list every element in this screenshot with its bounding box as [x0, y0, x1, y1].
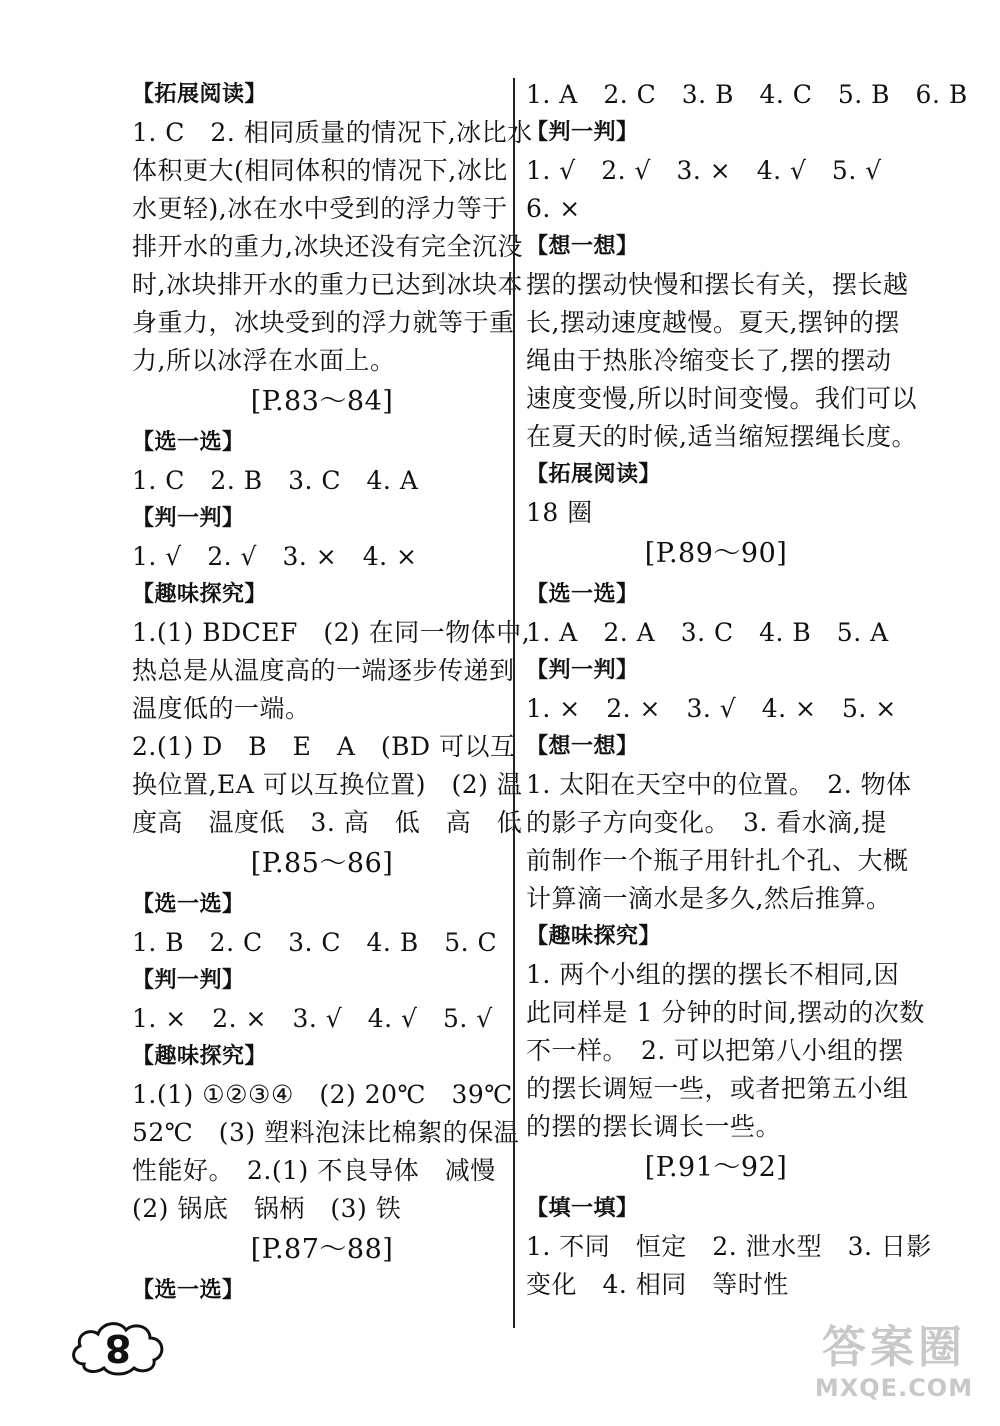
section-heading: 【选一选】 [132, 430, 245, 455]
answer-line: 速度变慢,所以时间变慢。我们可以 [526, 384, 917, 413]
column-divider [513, 78, 515, 1328]
section-heading: 【拓展阅读】 [132, 82, 268, 107]
answer-line: 的摆的摆长调长一些。 [526, 1112, 782, 1141]
answer-line: 摆的摆动快慢和摆长有关，摆长越 [526, 270, 909, 299]
section-heading: 【填一填】 [526, 1196, 639, 1221]
answer-line: 身重力，冰块受到的浮力就等于重 [132, 308, 515, 337]
page-range-label: [P.89～90] [644, 538, 788, 569]
watermark [804, 1322, 984, 1412]
watermark-cn: 答案圈 [822, 1322, 966, 1373]
answer-line: 排开水的重力,冰块还没有完全沉没 [132, 232, 523, 261]
answer-line: 1. C 2. B 3. C 4. A [132, 466, 419, 495]
answer-line: 1. × 2. × 3. √ 4. √ 5. √ [132, 1004, 493, 1033]
answer-line: 1. C 2. 相同质量的情况下,冰比水 [132, 118, 533, 147]
section-heading: 【趣味探究】 [132, 582, 268, 607]
answer-line: 1. × 2. × 3. √ 4. × 5. × [526, 694, 897, 723]
answer-line: 性能好。 2.(1) 不良导体 减慢 [132, 1156, 496, 1185]
answer-line: 52℃ (3) 塑料泡沫比棉絮的保温 [132, 1118, 520, 1147]
answer-line: 1. 太阳在天空中的位置。 2. 物体 [526, 770, 912, 799]
answer-line: 度高 温度低 3. 高 低 高 低 [132, 808, 523, 837]
answer-line: 绳由于热胀冷缩变长了,摆的摆动 [526, 346, 892, 375]
answer-line: 1. 不同 恒定 2. 泄水型 3. 日影 [526, 1232, 932, 1261]
section-heading: 【拓展阅读】 [526, 462, 662, 487]
section-heading: 【判一判】 [526, 120, 639, 145]
answer-line: 变化 4. 相同 等时性 [526, 1270, 789, 1299]
answer-line: 1. √ 2. √ 3. × 4. × [132, 542, 418, 571]
section-heading: 【选一选】 [132, 1278, 245, 1303]
page-number-badge [66, 1316, 170, 1378]
answer-line: 2.(1) D B E A (BD 可以互 [132, 732, 516, 761]
answer-line: 水更轻),冰在水中受到的浮力等于 [132, 194, 508, 223]
section-heading: 【趣味探究】 [132, 1044, 268, 1069]
section-heading: 【趣味探究】 [526, 924, 662, 949]
left-answer-column [132, 76, 533, 1310]
answer-line: 在夏天的时候,适当缩短摆绳长度。 [526, 422, 917, 451]
page-range-label: [P.87～88] [250, 1234, 394, 1265]
answer-line: 长,摆动速度越慢。夏天,摆钟的摆 [526, 308, 900, 337]
answer-line: 力,所以冰浮在水面上。 [132, 346, 396, 375]
watermark-en: MXQE.COM [814, 1374, 974, 1402]
answer-line: 的摆长调短一些，或者把第五小组 [526, 1074, 909, 1103]
answer-line: 1. √ 2. √ 3. × 4. √ 5. √ [526, 156, 882, 185]
answer-line: 6. × [526, 194, 581, 223]
answer-line: 1. 两个小组的摆的摆长不相同,因 [526, 960, 900, 989]
answer-line: 温度低的一端。 [132, 694, 311, 723]
answer-line: 前制作一个瓶子用针扎个孔、大概 [526, 846, 909, 875]
answer-line: 1.(1) ①②③④ (2) 20℃ 39℃ [132, 1080, 513, 1109]
answer-line: 1. B 2. C 3. C 4. B 5. C [132, 928, 498, 957]
right-answer-column [526, 76, 968, 1304]
answer-line: 不一样。 2. 可以把第八小组的摆 [526, 1036, 904, 1065]
answer-line: 时,冰块排开水的重力已达到冰块本 [132, 270, 523, 299]
answer-line: 18 圈 [526, 498, 593, 527]
answer-line: 的影子方向变化。 3. 看水滴,提 [526, 808, 887, 837]
answer-line: 换位置,EA 可以互换位置) (2) 温 [132, 770, 523, 799]
answer-line: 1.(1) BDCEF (2) 在同一物体中, [132, 618, 531, 647]
page-range-label: [P.83～84] [250, 386, 394, 417]
section-heading: 【判一判】 [132, 506, 245, 531]
answer-line: 计算滴一滴水是多久,然后推算。 [526, 884, 892, 913]
section-heading: 【判一判】 [526, 658, 639, 683]
answer-line: 此同样是 1 分钟的时间,摆动的次数 [526, 998, 925, 1027]
section-heading: 【选一选】 [526, 582, 639, 607]
section-heading: 【判一判】 [132, 968, 245, 993]
answer-line: (2) 锅底 锅柄 (3) 铁 [132, 1194, 402, 1223]
section-heading: 【想一想】 [526, 234, 639, 259]
answer-line: 体积更大(相同体积的情况下,冰比 [132, 156, 508, 185]
section-heading: 【选一选】 [132, 892, 245, 917]
page-range-label: [P.91～92] [644, 1152, 788, 1183]
answer-line: 1. A 2. A 3. C 4. B 5. A [526, 618, 889, 647]
section-heading: 【想一想】 [526, 734, 639, 759]
answer-line: 1. A 2. C 3. B 4. C 5. B 6. B [526, 80, 968, 109]
page-number: 8 [104, 1326, 132, 1370]
page-range-label: [P.85～86] [250, 848, 394, 879]
answer-line: 热总是从温度高的一端逐步传递到 [132, 656, 515, 685]
